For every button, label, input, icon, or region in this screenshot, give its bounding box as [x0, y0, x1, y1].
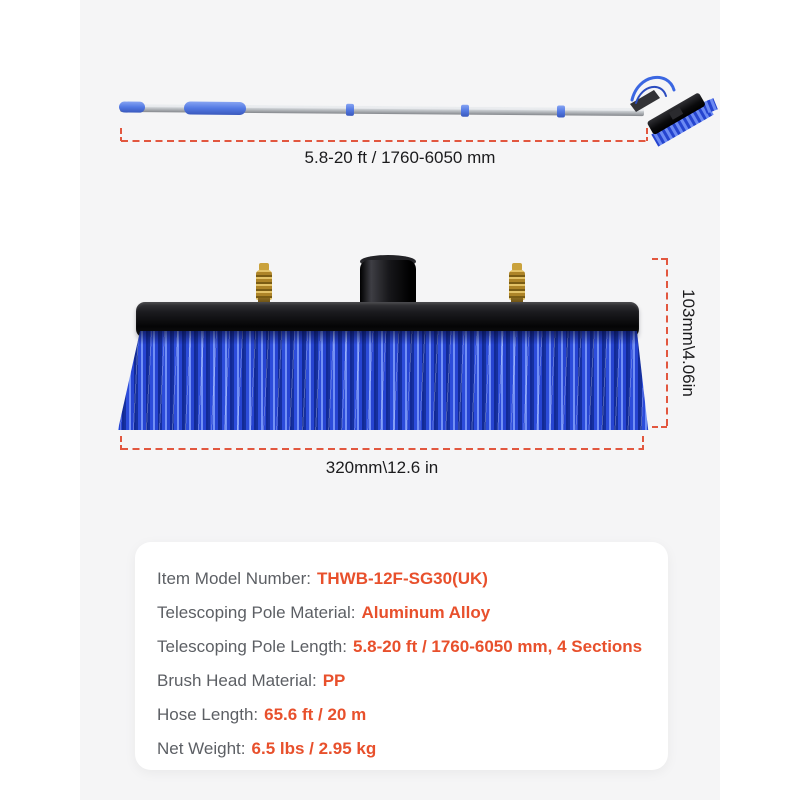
head-height-tick-top — [652, 258, 667, 260]
pole-length-dimension-label: 5.8-20 ft / 1760-6050 mm — [304, 148, 496, 167]
spec-row-model-number — [157, 562, 668, 596]
spec-value: PP — [322, 671, 346, 690]
specifications-card — [135, 542, 668, 770]
pole-dim-line — [121, 140, 647, 142]
spec-value: THWB-12F-SG30(UK) — [317, 569, 488, 588]
brush-head-socket — [360, 260, 416, 308]
spec-row-net-weight — [157, 732, 668, 766]
spec-label: Telescoping Pole Material: — [157, 603, 356, 622]
hose-barb-fitting-right — [509, 270, 525, 300]
spec-row-pole-material — [157, 596, 668, 630]
head-height-dim-line — [666, 258, 668, 428]
spec-label: Net Weight: — [157, 739, 246, 758]
pole-end-cap — [119, 101, 145, 112]
head-height-dimension-label: 103mm\4.06in — [679, 289, 698, 397]
head-width-dimension-label: 320mm\12.6 in — [325, 458, 439, 477]
brush-head-bristles — [112, 331, 652, 430]
pole-joint-1 — [346, 104, 354, 116]
pole-foam-grip — [184, 102, 246, 115]
spec-value: 5.8-20 ft / 1760-6050 mm, 4 Sections — [352, 637, 643, 656]
hose-barb-fitting-left — [256, 270, 272, 300]
spec-value: 65.6 ft / 20 m — [264, 705, 367, 724]
spec-row-brush-material — [157, 664, 668, 698]
spec-value: Aluminum Alloy — [361, 603, 491, 622]
spec-row-hose-length — [157, 698, 668, 732]
spec-label: Telescoping Pole Length: — [157, 637, 347, 656]
spec-label: Brush Head Material: — [157, 671, 317, 690]
spec-label: Item Model Number: — [157, 569, 311, 588]
spec-value: 6.5 lbs / 2.95 kg — [251, 739, 377, 758]
pole-joint-2 — [461, 105, 469, 117]
head-height-tick-bottom — [652, 426, 667, 428]
head-width-dim-line — [121, 448, 643, 450]
spec-row-pole-length — [157, 630, 668, 664]
spec-label: Hose Length: — [157, 705, 259, 724]
pole-joint-3 — [557, 105, 565, 117]
telescoping-pole-image — [80, 58, 720, 158]
